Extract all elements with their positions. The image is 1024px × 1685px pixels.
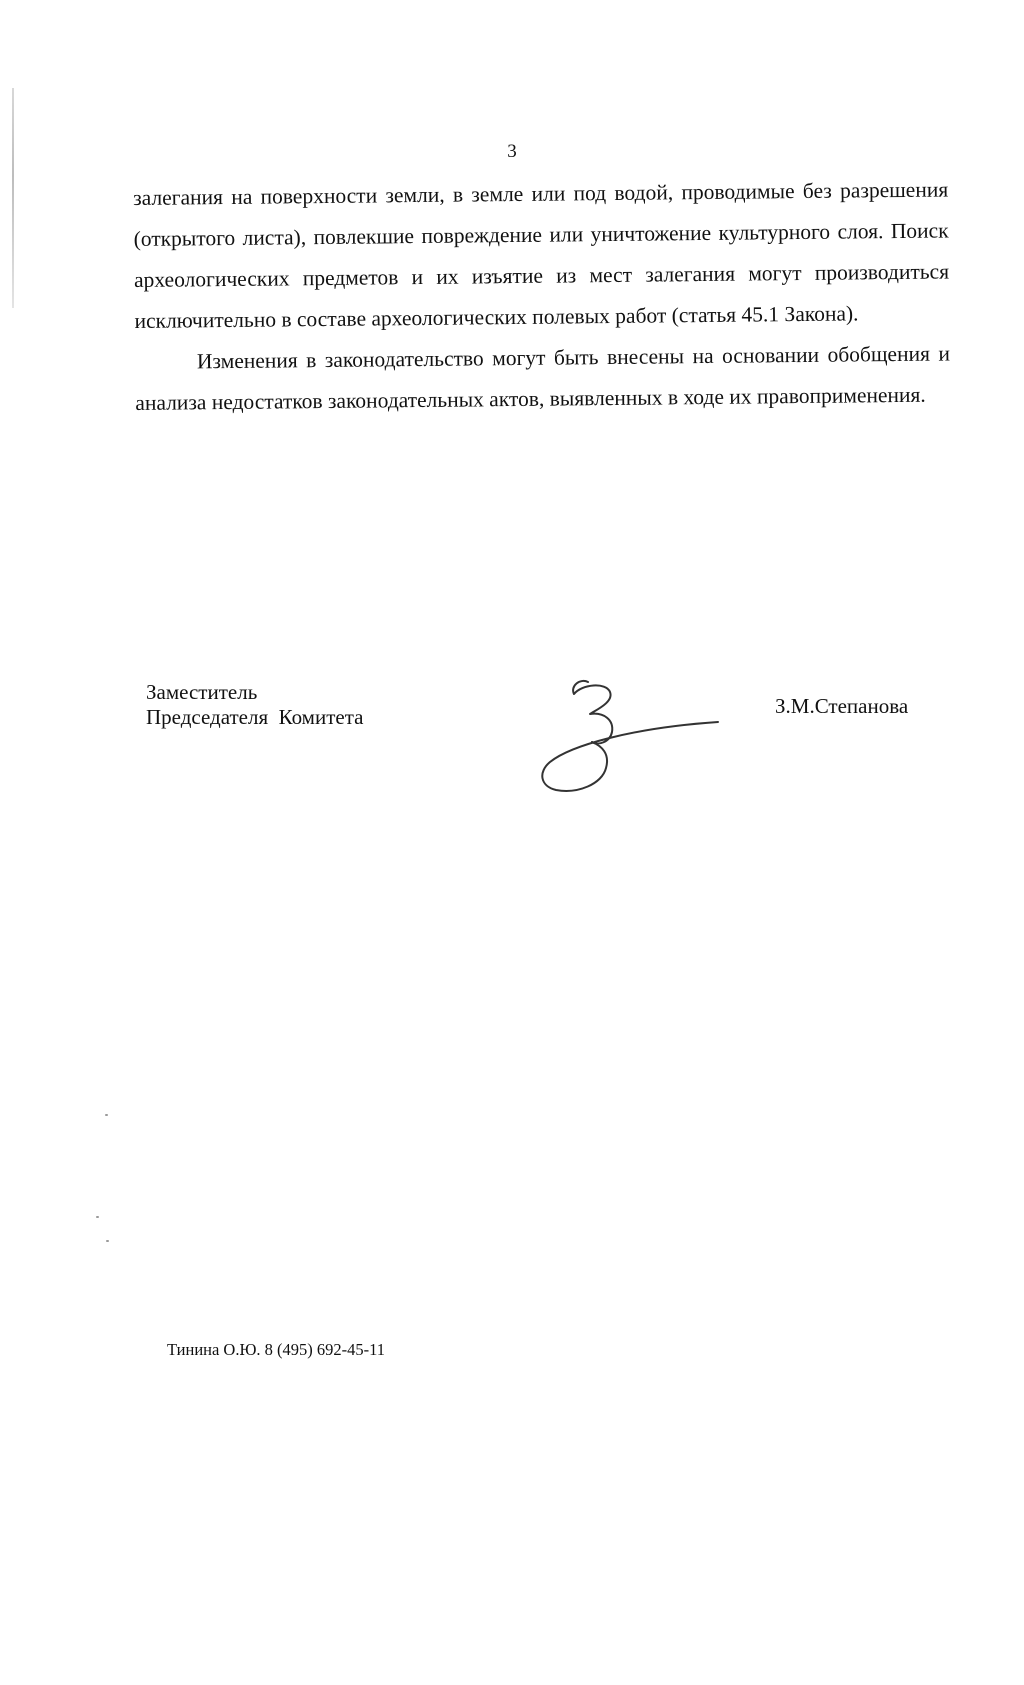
- signer-title-line1: Заместитель: [146, 680, 258, 704]
- paragraph-amendments: Изменения в законодательство могут быть внесены на основании обобщения и анализа недостатков законодательных актов, выявленных в ходе их правоприменения.: [135, 341, 951, 415]
- scan-speck: [96, 1216, 99, 1218]
- scan-speck: [106, 1240, 109, 1242]
- handwritten-signature: [540, 676, 730, 806]
- signer-title: [146, 680, 363, 730]
- signer-title-line2: Председателя Комитета: [146, 705, 364, 729]
- page-number: 3: [507, 141, 517, 162]
- document-body: [133, 169, 951, 424]
- scan-speck: [105, 1114, 108, 1116]
- paragraph-continuation: залегания на поверхности земли, в земле или под водой, проводимые без разрешения (открытого листа), повлекшие повреждение или уничтожение культурного слоя. Поиск археологических предметов и их изъятие из мест залегания могут производиться исключительно в составе археологических полевых работ (статья 45.1 Закона).: [133, 177, 950, 333]
- scan-edge-mark: [12, 88, 14, 308]
- signer-name: З.М.Степанова: [775, 694, 909, 718]
- executor-contact: Тинина О.Ю. 8 (495) 692-45-11: [167, 1340, 386, 1359]
